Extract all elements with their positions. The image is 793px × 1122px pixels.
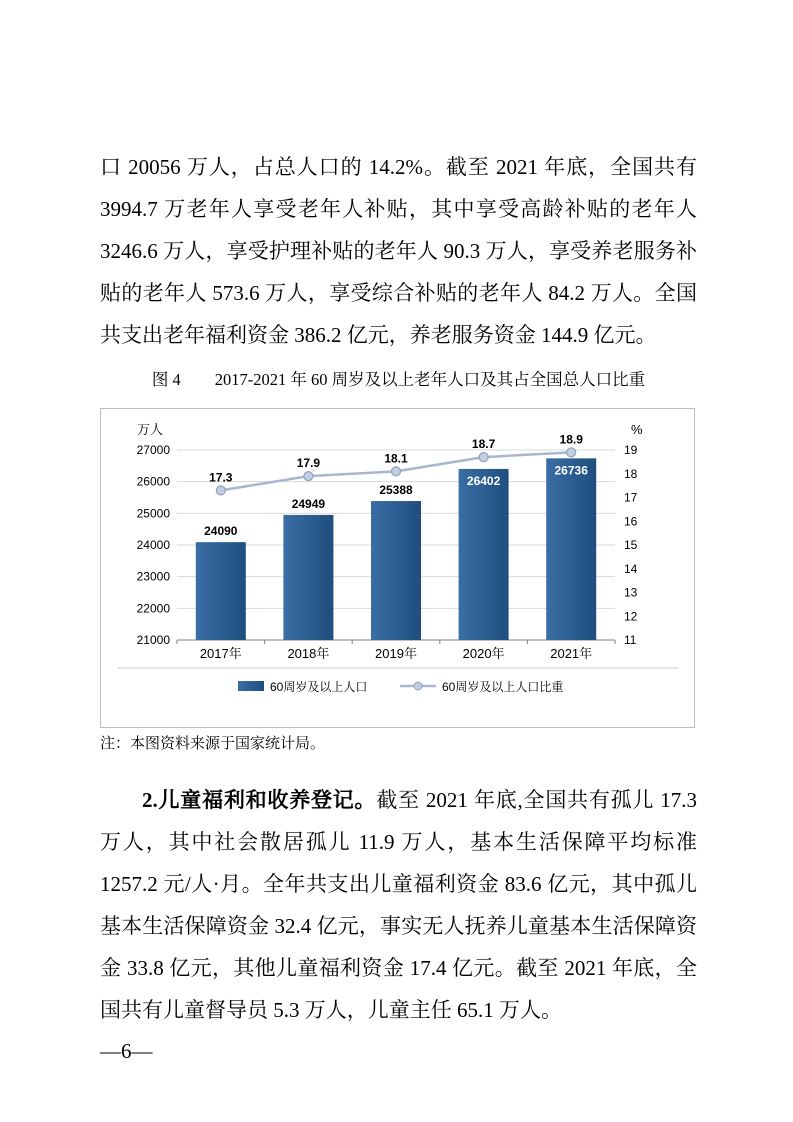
left-axis-label: 万人: [137, 422, 164, 437]
x-category-label: 2021年: [550, 646, 593, 661]
line-marker-2020年: [479, 453, 488, 462]
bar-value-label: 26402: [466, 473, 501, 488]
line-marker-2018年: [304, 472, 313, 481]
line-value-label: 18.7: [471, 437, 496, 452]
figure-title: 2017-2021 年 60 周岁及以上老年人口及其占全国总人口比重: [214, 370, 646, 389]
left-axis-tick: 27000: [136, 443, 170, 457]
paragraph-body: 截至 2021 年底,全国共有孤儿 17.3 万人，其中社会散居孤儿 11.9 万人，基本生活保障平均标准 1257.2 元/人·月。全年共支出儿童福利资金 83.6 亿元，其中孤儿基本生活保障资金 32.4 亿元，事实无人抚养儿童基本生活保障资金 33.8 亿元，其他儿童福利资金 17.4 亿元。截至 2021 年底，全国共有儿童督导员 5.3 万人，儿童主任 65.1 万人。: [100, 788, 698, 1022]
left-axis-tick: 24000: [136, 538, 170, 552]
x-category-label: 2017年: [199, 646, 242, 661]
left-axis-tick: 22000: [136, 601, 170, 616]
line-value-label: 18.1: [384, 451, 408, 466]
figure4-chart-svg: [113, 418, 683, 718]
x-category-label: 2018年: [287, 646, 330, 661]
paragraph-elderly-benefits: 口 20056 万人，占总人口的 14.2%。截至 2021 年底，全国共有 3994.7 万老年人享受老年人补贴，其中享受高龄补贴的老年人 3246.6 万人，享受护理补贴的老年人 90.3 万人，享受养老服务补贴的老年人 573.6 万人，享受综合补贴的老年人 84.2 万人。全国共支出老年福利资金 386.2 亿元，养老服务资金 144.9 亿元。: [100, 155, 697, 347]
right-axis-tick: 18: [624, 466, 638, 481]
chart-source-note: 注：本图资料来源于国家统计局。: [100, 736, 326, 752]
figure-label: 图 4: [151, 370, 181, 389]
bar-2017年: [196, 542, 246, 640]
line-marker-2017年: [216, 486, 225, 495]
right-axis-tick: 11: [624, 633, 637, 647]
left-axis-tick: 26000: [136, 474, 170, 489]
right-axis-tick: 15: [624, 538, 638, 552]
bar-value-label: 24949: [291, 496, 326, 511]
left-axis-tick: 25000: [136, 506, 170, 521]
bar-value-label: 24090: [204, 524, 238, 539]
right-axis-tick: 12: [624, 609, 638, 624]
legend-line-label: 60周岁及以上人口比重: [442, 680, 564, 694]
bar-value-label: 25388: [379, 483, 413, 498]
bar-value-label: 26736: [554, 463, 588, 478]
right-axis-tick: 16: [624, 514, 638, 529]
right-axis-tick: 19: [624, 443, 638, 457]
legend-line-marker: [414, 682, 422, 690]
legend-bar-label: 60周岁及以上人口: [270, 680, 368, 694]
line-marker-2019年: [392, 467, 401, 476]
bar-2018年: [283, 515, 333, 640]
line-value-label: 18.9: [559, 432, 583, 447]
figure4-chart-box: [100, 408, 695, 728]
left-axis-tick: 21000: [136, 633, 170, 647]
bar-2021年: [546, 458, 596, 640]
legend-bar-swatch: [238, 681, 264, 691]
right-axis-tick: 13: [624, 585, 638, 600]
x-category-label: 2020年: [462, 646, 505, 661]
x-category-label: 2019年: [375, 646, 417, 661]
line-value-label: 17.9: [296, 456, 321, 471]
bar-2019年: [371, 501, 421, 640]
line-value-label: 17.3: [209, 470, 233, 485]
right-axis-tick: 14: [624, 561, 638, 576]
paragraph-child-welfare: [100, 779, 697, 1031]
line-marker-2021年: [567, 448, 576, 457]
right-axis-label: %: [631, 422, 643, 437]
figure-caption: [100, 368, 697, 392]
bar-2020年: [459, 469, 509, 640]
paragraph-lead: 2.儿童福利和收养登记。: [142, 788, 377, 812]
page-number: —6—: [100, 1039, 153, 1063]
right-axis-tick: 17: [624, 490, 638, 505]
left-axis-tick: 23000: [136, 569, 170, 584]
